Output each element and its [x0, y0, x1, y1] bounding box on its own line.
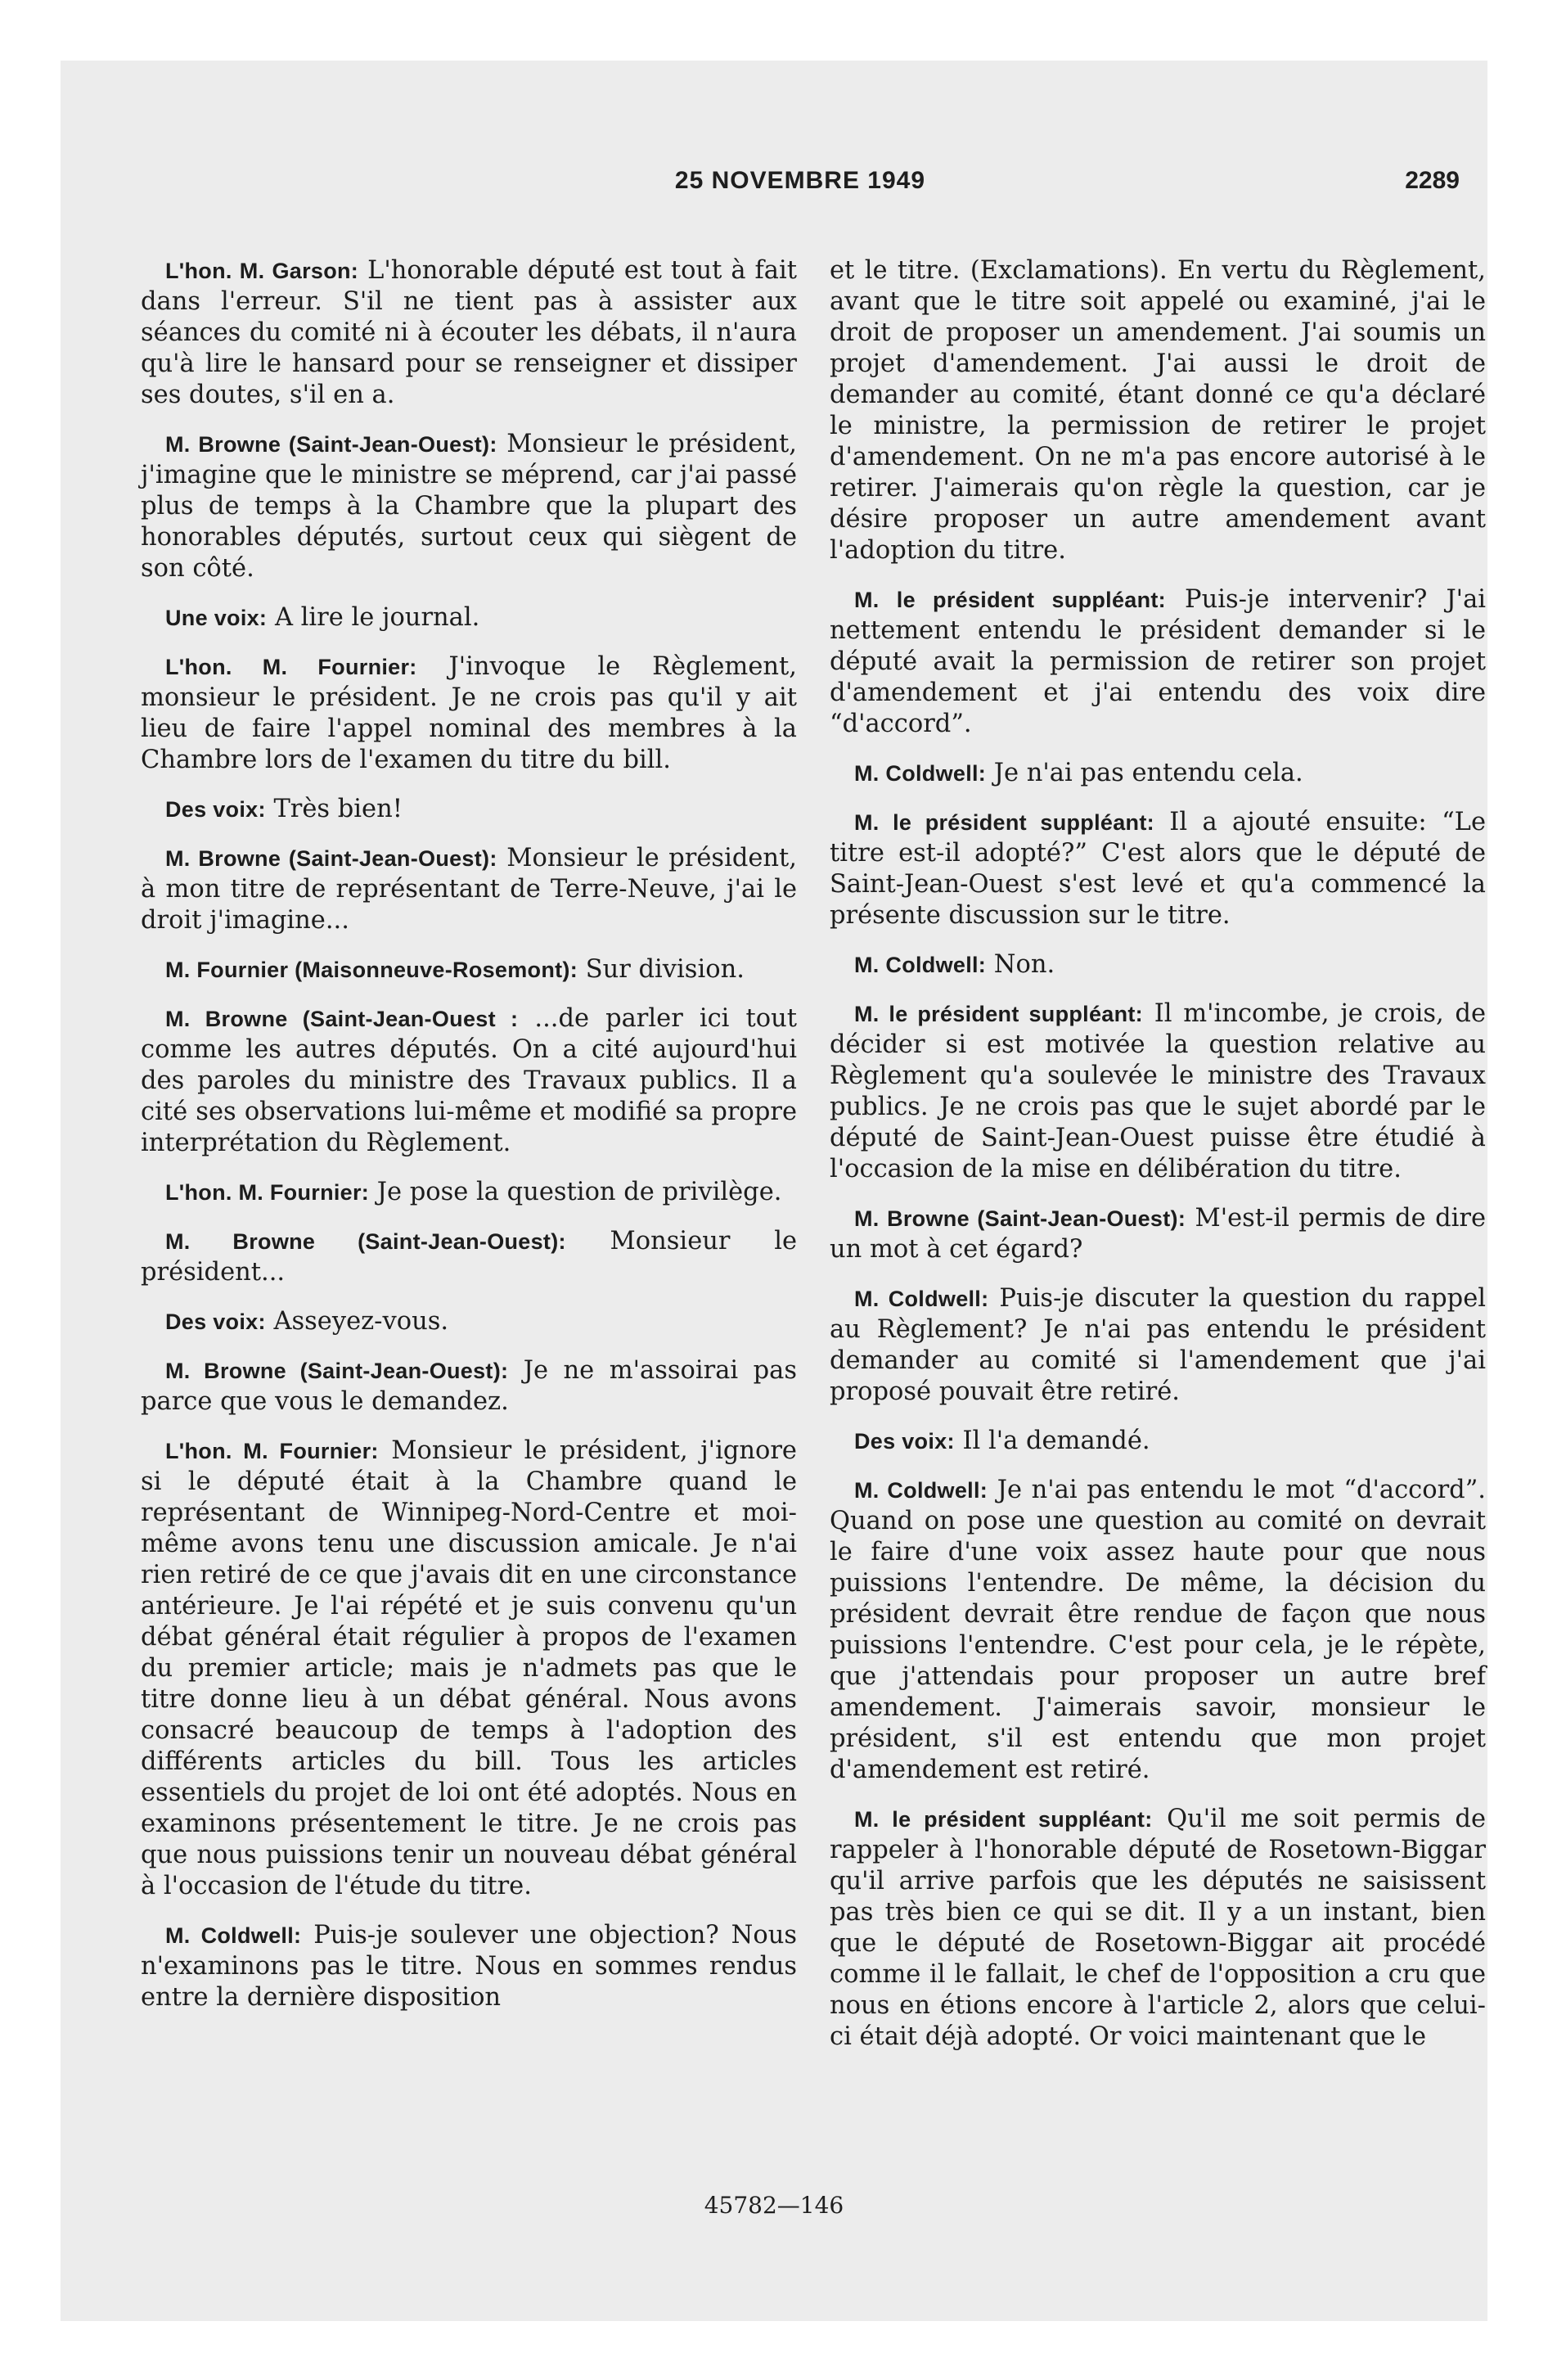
- speech-text: Puis-je intervenir? J'ai nettement entendu le président demander si le député avait la permission de retirer son projet d'amendement et j'ai entendu des voix dire “d'accord”.: [830, 585, 1487, 738]
- speaker-name: M. Coldwell:: [165, 1923, 302, 1948]
- speaker-name: M. Browne (Saint-Jean-Ouest):: [165, 432, 497, 457]
- speech-text: et le titre. (Exclamations). En vertu du Règlement, avant que le titre soit appelé ou examiné, j'ai le droit de proposer un amendement. J'ai soumis un projet d'amendement. J'ai aussi le droit de demander au comité, étant donné ce qu'a déclaré le ministre, la permission de retirer le projet d'amendement. On ne m'a pas encore autorisé à le retirer. J'aimerais qu'on règle la question, car je désire proposer un autre amendement avant l'adoption du titre.: [830, 256, 1486, 565]
- speech-text: Il l'a demandé.: [962, 1427, 1150, 1455]
- speaker-name: M. Coldwell:: [854, 761, 987, 786]
- paragraph: [141, 1177, 797, 1208]
- speaker-name: M. Browne (Saint-Jean-Ouest :: [165, 1007, 519, 1031]
- paragraph: [141, 954, 797, 985]
- speech-text: Très bien!: [273, 795, 403, 823]
- paragraph: [141, 1920, 797, 2013]
- speech-text: Sur division.: [585, 955, 745, 984]
- speech-text: Je n'ai pas entendu le mot “d'accord”. Quand on pose une question au comité on devrait le faire d'une voix assez haute pour que nous puissions l'entendre. De même, la décision du président devrait être rendue de façon que nous puissions l'entendre. C'est pour cela, je le répète, que j'attendais pour proposer un autre bref amendement. J'aimerais savoir, monsieur le président, s'il est entendu que mon projet d'amendement est retiré.: [830, 1476, 1486, 1784]
- speech-text: M'est-il permis de dire un mot à cet égard?: [830, 1204, 1486, 1264]
- page-date: 25 NOVEMBRE 1949: [674, 167, 926, 194]
- paragraph: [141, 843, 797, 936]
- speaker-name: M. le président suppléant:: [854, 1807, 1153, 1832]
- speech-text: Non.: [993, 950, 1055, 979]
- paragraph: [141, 255, 797, 411]
- speaker-name: M. le président suppléant:: [854, 1002, 1143, 1026]
- paragraph: [830, 1203, 1486, 1265]
- paragraph: [830, 1804, 1486, 2053]
- speech-text: A lire le journal.: [274, 603, 480, 632]
- speech-text: Il a ajouté ensuite: “Le titre est-il adopté?” C'est alors que le député de Saint-Jean-Ouest s'est levé et qu'a commencé la présente discussion sur le titre.: [830, 808, 1486, 930]
- paragraph: [141, 1226, 797, 1288]
- paragraph: [830, 584, 1486, 740]
- paragraph: [141, 1003, 797, 1159]
- paragraph: [830, 1475, 1486, 1786]
- speaker-name: M. Browne (Saint-Jean-Ouest):: [165, 1229, 566, 1254]
- paragraph: [141, 429, 797, 584]
- right-column: [830, 255, 1486, 2053]
- speech-text: Je n'ai pas entendu cela.: [993, 759, 1303, 787]
- paragraph: [830, 758, 1486, 789]
- speech-text: Monsieur le président, à mon titre de représentant de Terre-Neuve, j'ai le droit j'imagine...: [141, 844, 797, 935]
- speaker-name: M. Fournier (Maisonneuve-Rosemont):: [165, 958, 578, 982]
- speaker-name: Des voix:: [854, 1429, 955, 1454]
- page-number: 2289: [1405, 167, 1460, 194]
- scanned-page: [61, 61, 1487, 2321]
- speech-text: Qu'il me soit permis de rappeler à l'honorable député de Rosetown-Biggar qu'il arrive parfois que les députés ne saisissent pas très bien ce qui se dit. Il y a un instant, bien que le député de Rosetown-Biggar ait procédé comme il le fallait, le chef de l'opposition a cru que nous en étions encore à l'article 2, alors que celui-ci était déjà adopté. Or voici maintenant que le: [830, 1805, 1487, 2051]
- speaker-name: M. le président suppléant:: [854, 588, 1166, 612]
- speech-text: Puis-je soulever une objection? Nous n'examinons pas le titre. Nous en sommes rendus entre la dernière disposition: [141, 1921, 798, 2012]
- speaker-name: M. Coldwell:: [854, 1478, 988, 1503]
- speaker-name: Des voix:: [165, 797, 266, 822]
- paragraph: [830, 949, 1486, 980]
- speaker-name: L'hon. M. Garson:: [165, 259, 359, 283]
- paragraph: [141, 1355, 797, 1418]
- speaker-name: M. Browne (Saint-Jean-Ouest):: [854, 1206, 1186, 1231]
- speech-text: Monsieur le président, j'imagine que le ministre se méprend, car j'ai passé plus de temps à la Chambre que la plupart des honorables députés, surtout ceux qui siègent de son côté.: [141, 430, 797, 583]
- speech-text: ...de parler ici tout comme les autres députés. On a cité aujourd'hui des paroles du ministre des Travaux publics. Il a cité ses observations lui-même et modifié sa propre interprétation du Règlement.: [141, 1004, 797, 1157]
- paragraph: [830, 1283, 1486, 1408]
- speaker-name: Une voix:: [165, 606, 268, 630]
- speech-text: L'honorable député est tout à fait dans l'erreur. S'il ne tient pas à assister aux séances du comité ni à écouter les débats, il n'aura qu'à lire le hansard pour se renseigner et dissiper ses doutes, s'il en a.: [141, 256, 797, 409]
- left-column: [141, 255, 797, 2013]
- speaker-name: L'hon. M. Fournier:: [165, 655, 417, 679]
- paragraph: [141, 651, 797, 776]
- paragraph: [830, 1426, 1486, 1457]
- speech-text: Monsieur le président, j'ignore si le député était à la Chambre quand le représentant de Winnipeg-Nord-Centre et moi-même avons tenu une discussion amicale. Je n'ai rien retiré de ce que j'avais dit en une circonstance antérieure. Je l'ai répété et je suis convenu qu'un débat général était régulier à propos de l'examen du premier article; mais je n'admets pas que le titre donne lieu à un débat général. Nous avons consacré beaucoup de temps à l'adoption des différents articles du bill. Tous les articles essentiels du projet de loi ont été adoptés. Nous en examinons présentement le titre. Je ne crois pas que nous puissions tenir un nouveau débat général à l'occasion de l'étude du titre.: [141, 1436, 797, 1900]
- paragraph: [141, 602, 797, 633]
- paragraph: [830, 807, 1486, 931]
- page-footer-code: 45782—146: [704, 2192, 844, 2219]
- speaker-name: L'hon. M. Fournier:: [165, 1439, 379, 1463]
- paragraph: [141, 794, 797, 825]
- speaker-name: M. Browne (Saint-Jean-Ouest):: [165, 1359, 509, 1383]
- speaker-name: L'hon. M. Fournier:: [165, 1180, 370, 1205]
- paragraph: [141, 1436, 797, 1902]
- speech-text: Asseyez-vous.: [273, 1307, 449, 1336]
- paragraph: [141, 1306, 797, 1337]
- speech-text: Puis-je discuter la question du rappel au Règlement? Je n'ai pas entendu le président demander au comité si l'amendement que j'ai proposé pouvait être retiré.: [830, 1284, 1486, 1406]
- speaker-name: M. Browne (Saint-Jean-Ouest):: [165, 846, 497, 871]
- speaker-name: Des voix:: [165, 1309, 266, 1334]
- speaker-name: M. Coldwell:: [854, 1287, 989, 1311]
- speech-text: Il m'incombe, je crois, de décider si est motivée la question relative au Règlement qu'a soulevée le ministre des Travaux publics. Je ne crois pas que le sujet abordé par le député de Saint-Jean-Ouest puisse être étudié à l'occasion de la mise en délibération du titre.: [830, 999, 1486, 1183]
- speech-text: Je ne m'assoirai pas parce que vous le demandez.: [141, 1356, 797, 1416]
- speech-text: Je pose la question de privilège.: [376, 1178, 782, 1206]
- speech-text: Monsieur le président...: [141, 1227, 797, 1287]
- paragraph: [830, 998, 1486, 1185]
- speech-text: J'invoque le Règlement, monsieur le président. Je ne crois pas qu'il y ait lieu de faire l'appel nominal des membres à la Chambre lors de l'examen du titre du bill.: [141, 652, 797, 774]
- paragraph: [830, 255, 1486, 566]
- speaker-name: M. le président suppléant:: [854, 810, 1154, 835]
- speaker-name: M. Coldwell:: [854, 953, 987, 977]
